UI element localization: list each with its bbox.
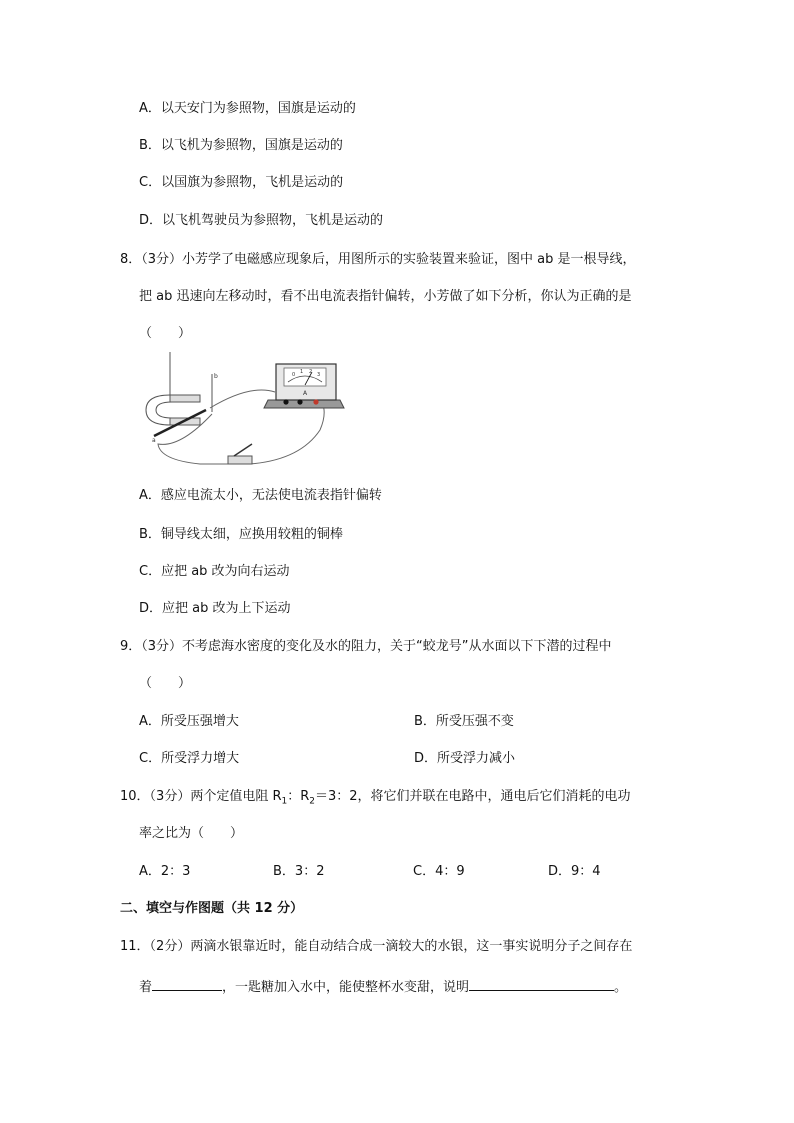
scale-label-1: 1 [300, 369, 304, 375]
q10-stem-mid: ：R [287, 789, 310, 804]
q10-option-a: A．2：3 [139, 864, 191, 879]
q9-option-a: A．所受压强增大 [139, 714, 239, 729]
q9-option-d: D．所受浮力减小 [414, 751, 516, 766]
q9-answer-bracket: （ ） [139, 676, 192, 691]
q8-option-d: D．应把 ab 改为上下运动 [139, 601, 291, 616]
wire-label-b: b [214, 373, 218, 380]
q8-answer-bracket: （ ） [139, 326, 192, 341]
q11-line2-mid: ，一匙糖加入水中，能使整杯水变甜，说明 [222, 980, 470, 995]
q7-option-a: A．以天安门为参照物，国旗是运动的 [139, 101, 356, 116]
section2-title-pre: 二、填空与作图题（共 [120, 901, 255, 916]
scale-label-0: 0 [292, 372, 296, 378]
section2-title-num: 12 [254, 901, 273, 916]
q10-stem-line1 [120, 788, 631, 806]
q10-stem-pre: 10．（3分）两个定值电阻 R [120, 789, 282, 804]
q8-stem-line2: 把 ab 迅速向左移动时，看不出电流表指针偏转，小芳做了如下分析，你认为正确的是 [139, 289, 632, 304]
q10-option-c: C．4：9 [413, 864, 465, 879]
q8-option-c: C．应把 ab 改为向右运动 [139, 564, 290, 579]
q10-option-d: D．9：4 [548, 864, 601, 879]
q11-line2-pre: 着 [139, 980, 153, 995]
q10-option-b: B．3：2 [273, 864, 325, 879]
terminal-black-2 [297, 399, 302, 404]
q11-blank-1[interactable] [152, 976, 222, 991]
ammeter [264, 364, 344, 408]
terminal-red [313, 399, 318, 404]
terminal-black-1 [283, 399, 288, 404]
q7-option-d: D．以飞机驾驶员为参照物，飞机是运动的 [139, 213, 384, 228]
q7-option-c: C．以国旗为参照物，飞机是运动的 [139, 175, 344, 190]
q8-stem-line1: 8．（3分）小芳学了电磁感应现象后，用图所示的实验装置来验证，图中 ab 是一根导线， [120, 252, 636, 267]
q11-blank-2[interactable] [469, 976, 614, 991]
q8-option-a: A．感应电流太小，无法使电流表指针偏转 [139, 488, 382, 503]
section2-title [120, 900, 303, 918]
meter-label: A [303, 390, 308, 397]
q9-stem-line1: 9．（3分）不考虑海水密度的变化及水的阻力，关于“蛟龙号”从水面以下下潜的过程中 [120, 639, 612, 654]
q11-line2-post: 。 [614, 980, 628, 995]
scale-label-3: 3 [317, 372, 321, 378]
switch [228, 444, 252, 464]
scale-label-2: 2 [309, 369, 313, 375]
section2-title-post: 分） [272, 901, 304, 916]
q9-option-b: B．所受压强不变 [414, 714, 514, 729]
magnet-and-stand [146, 352, 212, 425]
q10-stem-post: ＝3：2，将它们并联在电路中，通电后它们消耗的电功 [315, 789, 631, 804]
q10-stem-line2: 率之比为（ ） [139, 826, 244, 841]
wire-label-a: a [152, 437, 156, 444]
q7-option-b: B．以飞机为参照物，国旗是运动的 [139, 138, 343, 153]
q10-sub-2: 2 [309, 796, 315, 807]
q11-stem-line1: 11．（2分）两滴水银靠近时，能自动结合成一滴较大的水银，这一事实说明分子之间存在 [120, 939, 633, 954]
q8-option-b: B．铜导线太细，应换用较粗的铜棒 [139, 527, 343, 542]
q8-induction-apparatus-figure [140, 352, 350, 472]
q11-stem-line2 [139, 976, 627, 997]
q10-sub-1: 1 [281, 796, 288, 807]
q9-option-c: C．所受浮力增大 [139, 751, 240, 766]
